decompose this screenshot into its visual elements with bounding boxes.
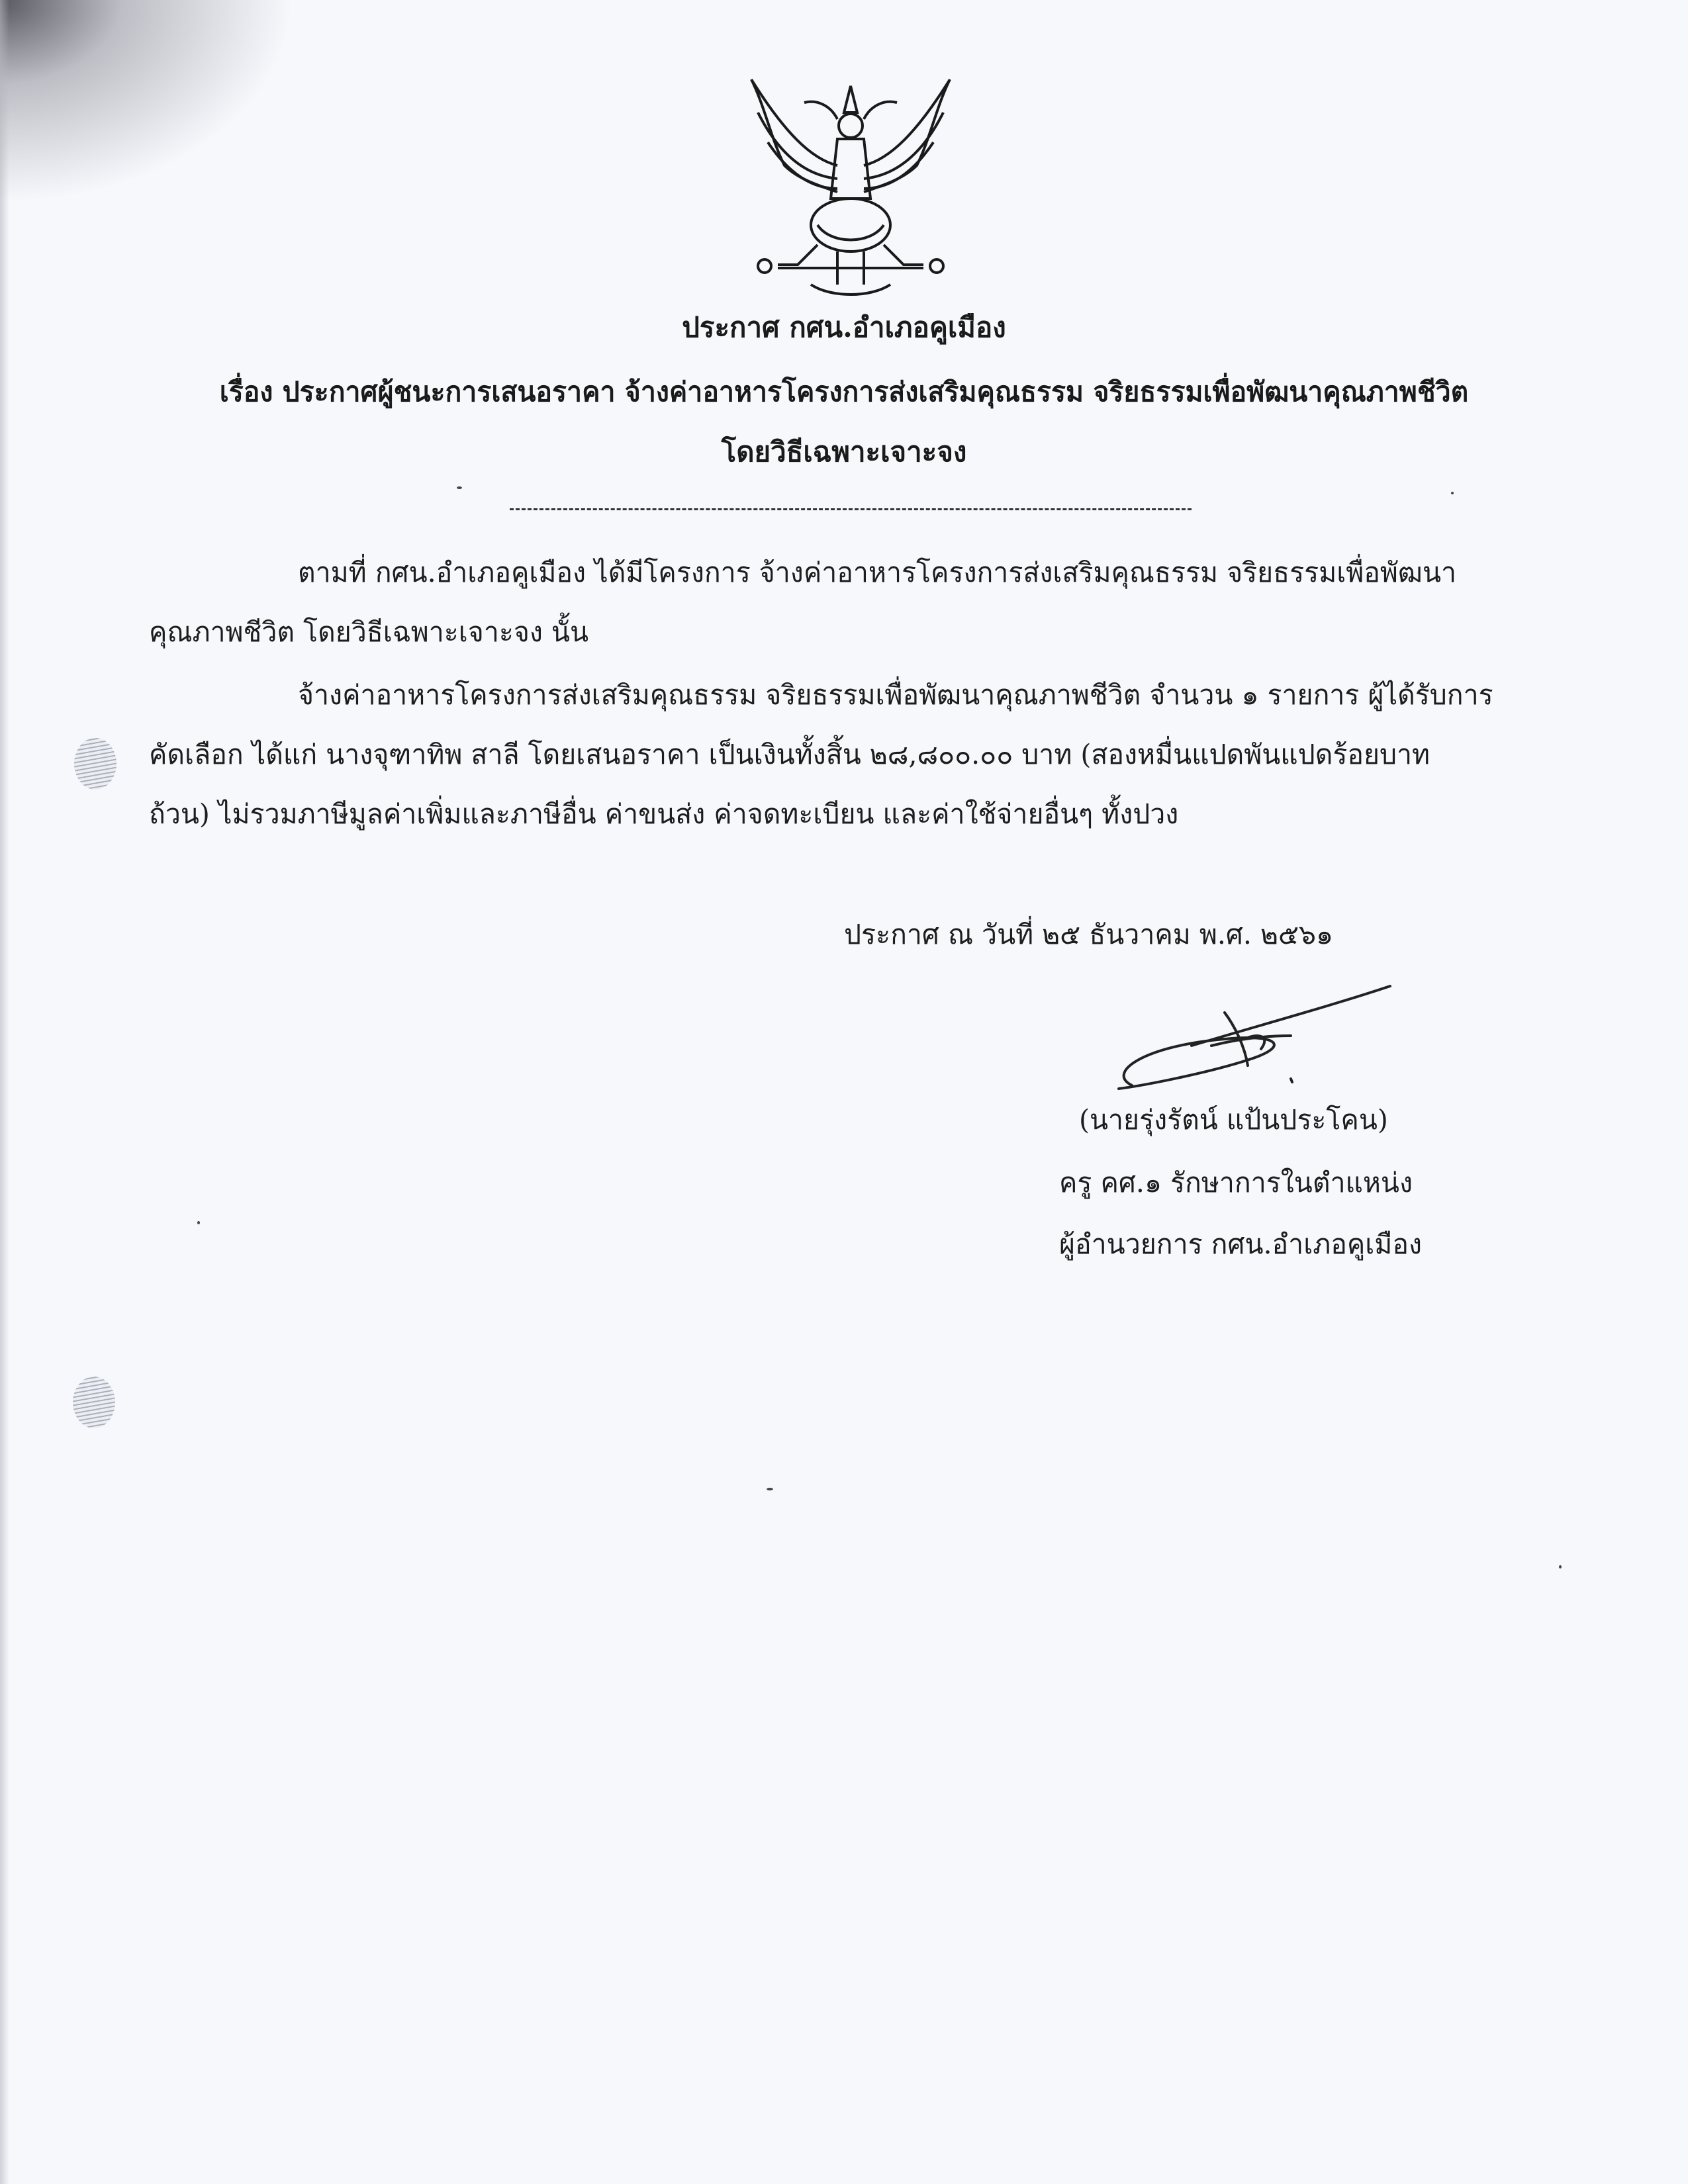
scan-speck [457,486,462,489]
scan-speck [1559,1565,1562,1569]
announcement-title: ประกาศ กศน.อำเภอคูเมือง [682,311,1006,343]
announcement-date: ประกาศ ณ วันที่ ๒๕ ธันวาคม พ.ศ. ๒๕๖๑ [844,919,1334,950]
signer-title: ผู้อำนวยการ กศน.อำเภอคูเมือง [1059,1228,1422,1260]
scan-speck [767,1488,773,1490]
signer-position: ครู คศ.๑ รักษาการในตำแหน่ง [1059,1167,1413,1199]
announcement-subject: เรื่อง ประกาศผู้ชนะการเสนอราคา จ้างค่าอาหารโครงการส่งเสริมคุณธรรม จริยธรรมเพื่อพัฒนาคุณภาพชีวิต [219,376,1469,408]
divider-rule [510,508,1192,510]
scan-speck [1451,492,1454,494]
procurement-method: โดยวิธีเฉพาะเจาะจง [721,435,967,468]
paragraph-winner [149,665,1546,844]
punch-hole-bottom [73,1377,115,1428]
paragraph-1-line-1: ตามที่ กศน.อำเภอคูเมือง ได้มีโครงการ จ้างค่าอาหารโครงการส่งเสริมคุณธรรม จริยธรรมเพื่อพัฒนา [298,557,1457,588]
handwritten-signature [1092,973,1410,1105]
punch-hole-top [74,738,117,790]
paragraph-2-line-1: จ้างค่าอาหารโครงการส่งเสริมคุณธรรม จริยธรรมเพื่อพัฒนาคุณภาพชีวิต จำนวน ๑ รายการ ผู้ได้รับการ [298,679,1493,711]
garuda-emblem-icon [738,66,963,304]
scan-speck [197,1221,200,1224]
signer-name: (นายรุ่งรัตน์ แป้นประโคน) [1079,1104,1388,1136]
paragraph-2-line-3: ถ้วน) ไม่รวมภาษีมูลค่าเพิ่มและภาษีอื่น ค่าขนส่ง ค่าจดทะเบียน และค่าใช้จ่ายอื่นๆ ทั้งปวง [149,798,1179,830]
scan-shadow [0,0,344,238]
paragraph-project [149,543,1546,662]
paragraph-1-line-2: คุณภาพชีวิต โดยวิธีเฉพาะเจาะจง นั้น [149,616,588,648]
paragraph-2-line-2: คัดเลือก ได้แก่ นางจุฑาทิพ สาลี โดยเสนอราคา เป็นเงินทั้งสิ้น ๒๘,๘๐๐.๐๐ บาท (สองหมื่นแปดพันแปดร้อยบาท [149,739,1430,770]
